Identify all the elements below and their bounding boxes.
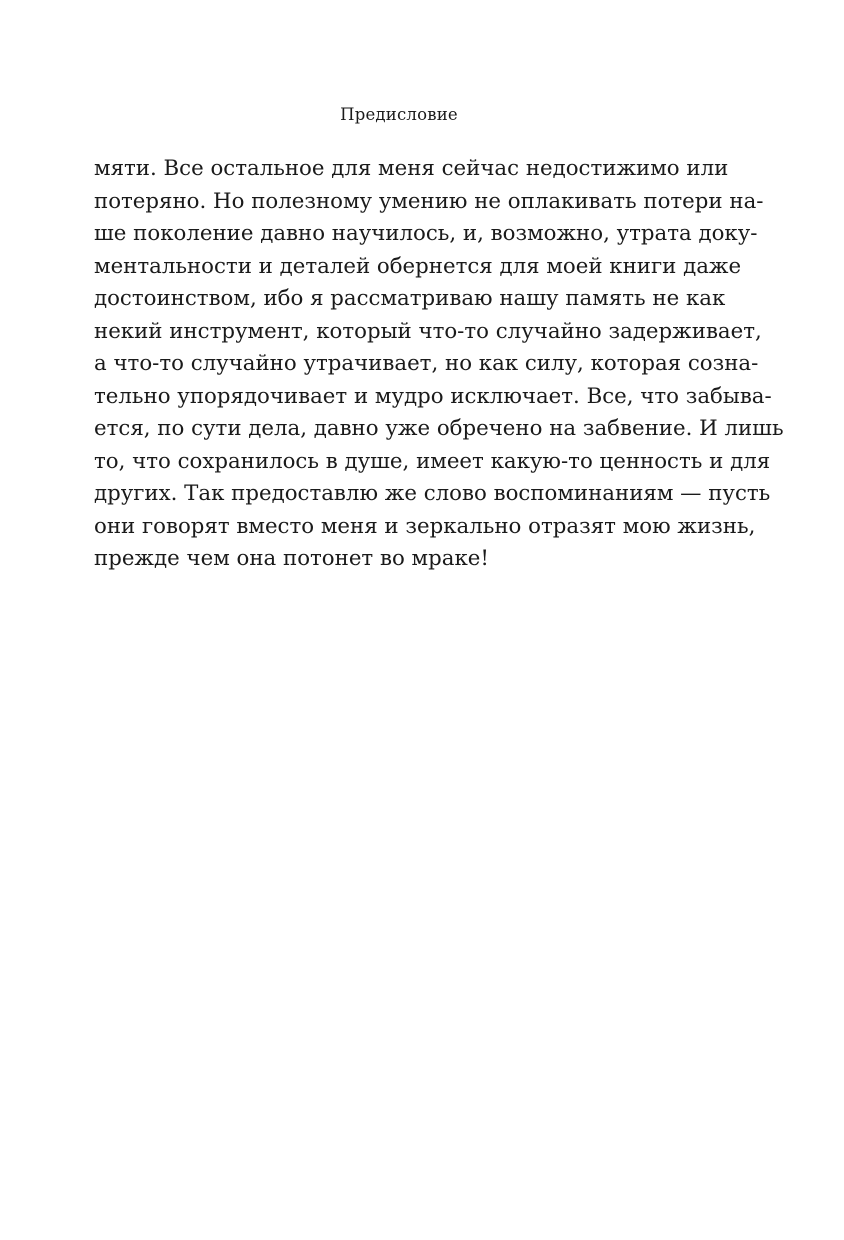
body-paragraph: [94, 153, 784, 576]
text-line: ется, по сути дела, давно уже обречено на забвение. И лишь: [94, 416, 784, 441]
text-line: тельно упорядочивает и мудро исключает. Все, что забыва-: [94, 383, 772, 409]
text-line: некий инструмент, который что-то случайно задерживает,: [94, 318, 762, 344]
text-line: ше поколение давно научилось, и, возможно, утрата доку-: [94, 221, 758, 246]
text-line: мяти. Все остальное для меня сейчас недостижимо или: [94, 156, 729, 181]
text-line: потеряно. Но полезному умению не оплакивать потери на-: [94, 188, 764, 214]
text-line-last: прежде чем она потонет во мраке!: [94, 546, 489, 571]
text-line: а что-то случайно утрачивает, но как силу, которая созна-: [94, 351, 759, 376]
text-line: ментальности и деталей обернется для моей книги даже: [94, 253, 742, 279]
text-line: они говорят вместо меня и зеркально отразят мою жизнь,: [94, 513, 756, 539]
text-line: достоинством, ибо я рассматриваю нашу память не как: [94, 286, 726, 311]
running-head: Предисловие: [340, 105, 458, 124]
text-line: то, что сохранилось в душе, имеет какую-то ценность и для: [94, 448, 771, 474]
text-line: других. Так предоставлю же слово воспоминаниям — пусть: [94, 481, 771, 506]
